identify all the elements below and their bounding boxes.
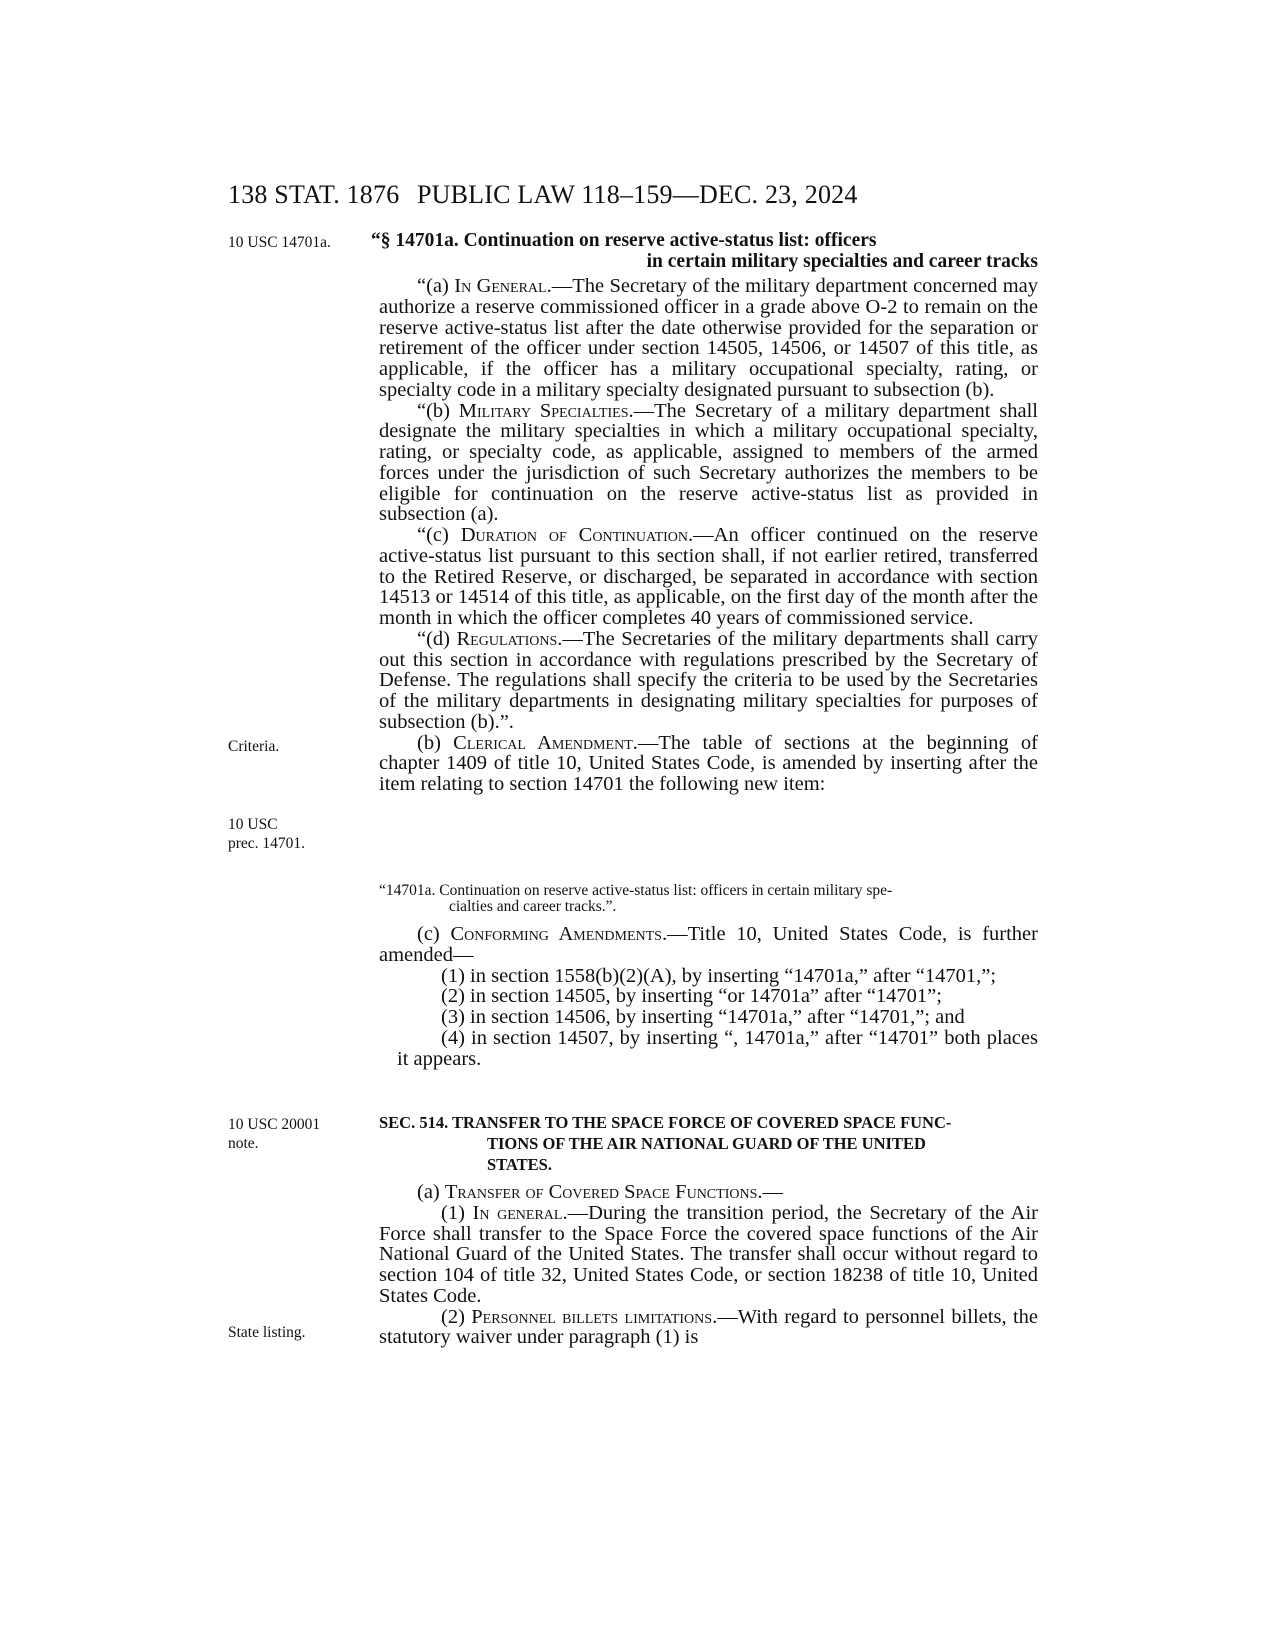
conforming-amendments-block xyxy=(379,924,1038,1069)
para-open: (b) xyxy=(417,731,454,754)
para-open: (2) xyxy=(441,1305,472,1328)
section-heading xyxy=(371,230,1038,272)
section-514-body xyxy=(379,1182,1038,1348)
para-open: “(a) xyxy=(417,275,455,297)
section-heading-line2: in certain military specialties and career tracks xyxy=(646,251,1038,272)
subsection-d xyxy=(379,629,1038,733)
para-open: (c) xyxy=(417,923,451,945)
clerical-amendment xyxy=(379,733,1038,795)
section-514-line2: TIONS OF THE AIR NATIONAL GUARD OF THE UNITED xyxy=(487,1133,926,1153)
table-of-sections-item xyxy=(379,883,1038,915)
clerical-amendment-heading: Clerical Amendment xyxy=(453,731,633,754)
conforming-amendments-text: .—Title 10, United States Code, is further amended— xyxy=(379,923,1038,966)
section-514-heading xyxy=(379,1113,1038,1175)
subsection-c-heading: Duration of Continuation xyxy=(460,524,689,546)
section-514-line1: SEC. 514. TRANSFER TO THE SPACE FORCE OF COVERED SPACE FUNC- xyxy=(379,1113,952,1132)
conforming-amendments-heading: Conforming Amendments xyxy=(450,923,662,945)
amendment-item: (4) in section 14507, by inserting “, 14701a,” after “14701” both places it appears. xyxy=(397,1026,1038,1070)
table-item-line1: “14701a. Continuation on reserve active-status list: officers in certain military spe- xyxy=(379,882,893,899)
paragraph-1-heading: In general xyxy=(472,1201,563,1224)
subsection-b-text: .—The Secretary of a military department shall designate the military specialties in which a military occupational specialty, rating, or specialty code, as applicable, assigned to members of the armed forces under the jurisdiction of such Secretary authorizes the members to be eligible for continuation on the reserve active-status list as provided in subsection (a). xyxy=(379,399,1038,526)
clerical-amendment-text: .—The table of sections at the beginning of chapter 1409 of title 10, United States Code, is amended by inserting after the item relating to section 14701 the following new item: xyxy=(379,731,1038,795)
margin-note-usc-prec xyxy=(228,815,305,853)
subsection-b-heading: Military Specialties xyxy=(458,399,629,422)
section-514-line3: STATES. xyxy=(487,1154,552,1174)
paragraph-1-text: .—During the transition period, the Secretary of the Air Force shall transfer to the Space Force the covered space functions of the Air National Guard of the United States. The transfer shall occur without regard to section 104 of title 32, United States Code, or section 18238 of title 10, United States Code. xyxy=(379,1201,1038,1307)
paragraph-2-heading: Personnel billets limitations xyxy=(471,1305,713,1328)
running-header-law: PUBLIC LAW 118–159—DEC. 23, 2024 xyxy=(417,180,858,209)
para-open: “(b) xyxy=(417,399,459,422)
amendment-item: (2) in section 14505, by inserting “or 14701a” after “14701”; xyxy=(441,985,942,1008)
para-open: (1) xyxy=(441,1201,473,1224)
transfer-heading xyxy=(379,1182,1038,1203)
para-open: “(d) xyxy=(417,627,457,650)
page-stat-number: 138 STAT. 1876 xyxy=(228,180,400,209)
amendment-item: (3) in section 14506, by inserting “14701a,” after “14701,”; and xyxy=(441,1006,965,1028)
margin-note-line: note. xyxy=(228,1135,259,1152)
paragraph-2-text: .—With regard to personnel billets, the statutory waiver under paragraph (1) is xyxy=(379,1305,1038,1349)
table-item-line2: cialties and career tracks.”. xyxy=(449,898,617,915)
section-heading-line1: “§ 14701a. Continuation on reserve active-status list: officers xyxy=(371,230,877,251)
subsection-d-text: .—The Secretaries of the military departments shall carry out this section in accordance with regulations prescribed by the Secretary of Defense. The regulations shall specify the criteria to be used by the Secretaries of the military departments in designating military specialties for purposes of subsection (b).”. xyxy=(379,627,1038,733)
subsection-d-heading: Regulations xyxy=(456,627,558,650)
transfer-heading-dash: .— xyxy=(757,1181,783,1203)
margin-note-usc: 10 USC 14701a. xyxy=(228,234,331,251)
transfer-heading-label: Transfer of Covered Space Functions xyxy=(444,1181,758,1203)
amendment-item: (1) in section 1558(b)(2)(A), by inserting “14701a,” after “14701,”; xyxy=(441,964,997,987)
para-open: “(c) xyxy=(417,524,461,546)
subsection-a-heading: In General xyxy=(454,275,547,297)
subsection-a xyxy=(379,276,1038,401)
para-open: (a) xyxy=(417,1181,445,1203)
margin-note-line: 10 USC 20001 xyxy=(228,1116,321,1133)
paragraph-1 xyxy=(379,1203,1038,1307)
subsection-b xyxy=(379,401,1038,526)
margin-note-line: prec. 14701. xyxy=(228,835,306,852)
margin-note-line: 10 USC xyxy=(228,816,278,833)
margin-note-state-listing: State listing. xyxy=(228,1324,306,1341)
margin-note-usc-note xyxy=(228,1115,320,1153)
conforming-amendments xyxy=(379,924,1038,966)
subsection-c-text: .—An officer continued on the reserve active-status list pursuant to this section shall, if not earlier retired, transferred to the Retired Reserve, or discharged, be separated in accordance with section 14513 or 14514 of this title, as applicable, on the first day of the month after the month in which the officer completes 40 years of commissioned service. xyxy=(379,524,1038,629)
paragraph-2 xyxy=(379,1307,1038,1349)
subsection-c xyxy=(379,525,1038,629)
subsection-a-text: .—The Secretary of the military department concerned may authorize a reserve commissioned officer in a grade above O-2 to remain on the reserve active-status list after the date otherwise provided for the separation or retirement of the officer under section 14505, 14506, or 14507 of this title, as applicable, if the officer has a military occupational specialty, rating, or specialty code in a military specialty designated pursuant to subsection (b). xyxy=(379,275,1038,401)
subsections-block xyxy=(379,276,1038,795)
margin-note-criteria: Criteria. xyxy=(228,738,280,755)
